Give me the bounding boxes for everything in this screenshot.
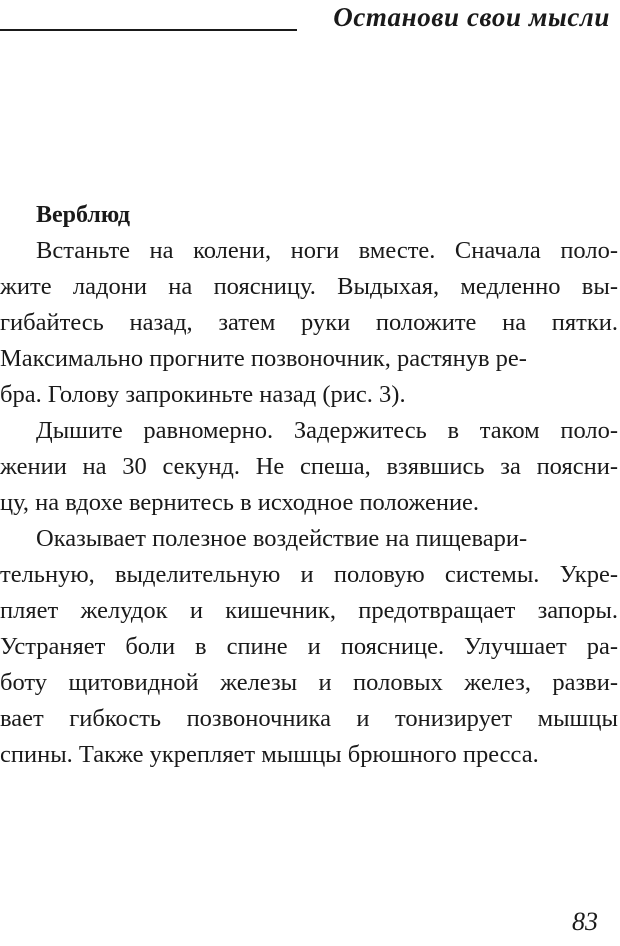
text-line-content: Максимально прогните позвоночник, растянув ре- bbox=[0, 345, 527, 372]
section-heading: Верблюд bbox=[36, 202, 130, 228]
text-line-content: цу, на вдохе вернитесь в исходное положение. bbox=[0, 489, 480, 516]
running-header bbox=[0, 0, 620, 40]
text-line-content: вает гибкость позвоночника и тонизирует мышцы bbox=[0, 705, 618, 732]
text-line-content: Встаньте на колени, ноги вместе. Сначала поло- bbox=[36, 237, 618, 264]
text-line-content: тельную, выделительную и половую системы. Укре- bbox=[0, 561, 618, 588]
text-line-content: Оказывает полезное воздействие на пищевари- bbox=[36, 525, 528, 552]
running-title: Останови свои мысли bbox=[333, 2, 610, 32]
page-number: 83 bbox=[572, 907, 598, 936]
text-line-content: жите ладони на поясницу. Выдыхая, медленно вы- bbox=[0, 273, 618, 300]
header-rule bbox=[0, 29, 297, 31]
text-line-content: Устраняет боли в спине и пояснице. Улучшает ра- bbox=[0, 633, 618, 660]
text-line-content: бра. Голову запрокиньте назад (рис. 3). bbox=[0, 381, 406, 408]
text-line-content: жении на 30 секунд. Не спеша, взявшись за поясни- bbox=[0, 453, 618, 480]
text-line-content: Дышите равномерно. Задержитесь в таком поло- bbox=[36, 417, 618, 444]
text-line-content: спины. Также укрепляет мышцы брюшного пресса. bbox=[0, 741, 539, 768]
text-line-content: гибайтесь назад, затем руки положите на пятки. bbox=[0, 309, 618, 336]
text-line-content: боту щитовидной железы и половых желез, разви- bbox=[0, 669, 618, 696]
text-line-content: пляет желудок и кишечник, предотвращает запоры. bbox=[0, 597, 618, 624]
